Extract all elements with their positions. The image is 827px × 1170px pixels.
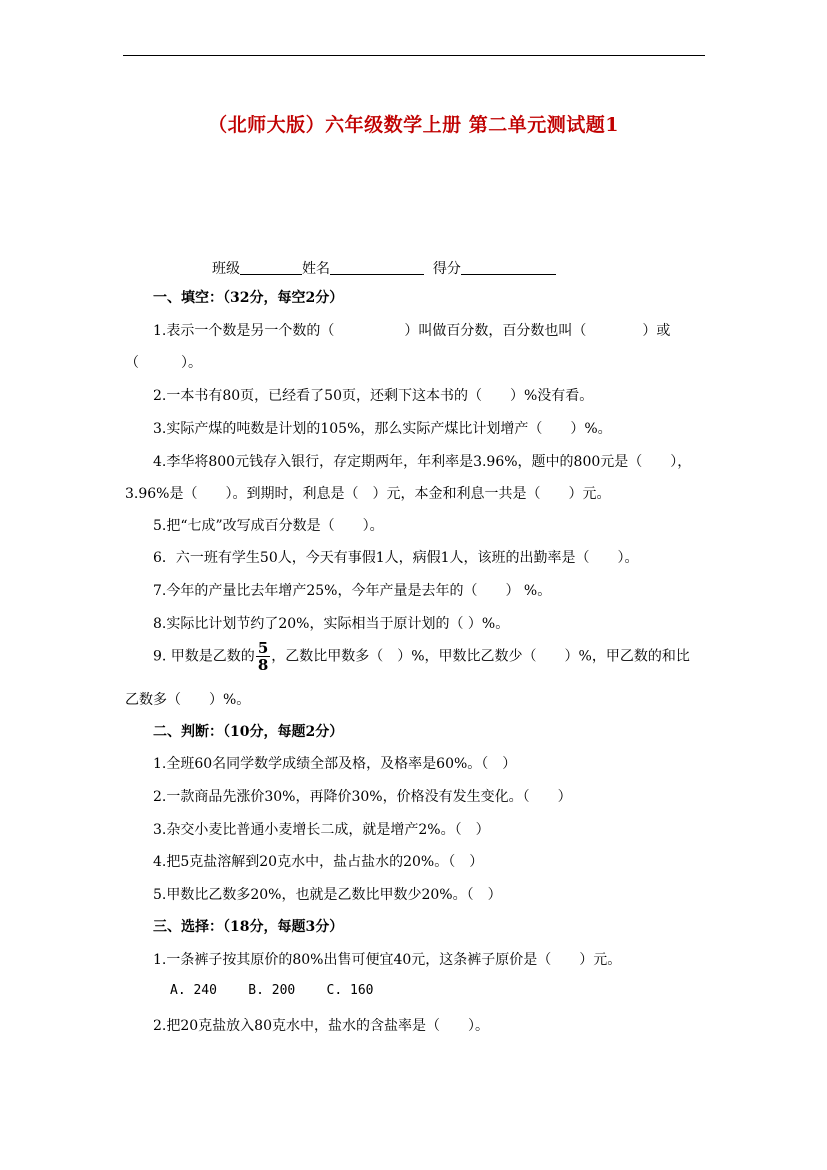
name-label: 姓名	[302, 261, 330, 277]
fill-q9-prefix: 9. 甲数是乙数的	[153, 648, 255, 665]
judge-q1: 1.全班60名同学数学成绩全部及格，及格率是60%。（ ）	[153, 756, 517, 772]
fill-q8: 8.实际比计划节约了20%，实际相当于原计划的（ ）%。	[153, 616, 510, 632]
fill-q1-line2: （ ）。	[125, 355, 202, 371]
fill-q9-line1	[153, 640, 690, 673]
section-choice-heading: 三、选择：（18分，每题3分）	[153, 919, 344, 935]
fill-q4-line2: 3.96%是（ ）。到期时，利息是（ ）元，本金和利息一共是（ ）元。	[125, 486, 611, 502]
header-rule	[123, 55, 705, 56]
fill-q1-line1: 1.表示一个数是另一个数的（ ）叫做百分数，百分数也叫（ ）或	[153, 323, 671, 339]
section-judge-heading: 二、判断：（10分，每题2分）	[153, 724, 344, 740]
fill-q7: 7.今年的产量比去年增产25%，今年产量是去年的（ ） %。	[153, 583, 552, 599]
student-info-line	[212, 258, 556, 278]
score-label: 得分	[432, 261, 461, 277]
fill-q9-suffix: ，乙数比甲数多（ ）%，甲数比乙数少（ ）%，甲乙数的和比	[271, 648, 690, 665]
name-blank	[330, 274, 424, 275]
section-fill-heading: 一、填空：（32分，每空2分）	[153, 290, 344, 306]
fraction-numerator: 5	[257, 639, 269, 657]
judge-q5: 5.甲数比乙数多20%，也就是乙数比甲数少20%。（ ）	[153, 887, 502, 903]
fraction-five-eighths	[256, 640, 270, 673]
fill-q4-line1: 4.李华将800元钱存入银行，存定期两年，年利率是3.96%，题中的800元是（ ），	[153, 454, 692, 470]
fill-q5: 5.把“七成”改写成百分数是（ ）。	[153, 518, 384, 534]
judge-q4: 4.把5克盐溶解到20克水中，盐占盐水的20%。（ ）	[153, 854, 484, 870]
fill-q6: 6．六一班有学生50人，今天有事假1人，病假1人，该班的出勤率是（ ）。	[153, 550, 639, 566]
judge-q3: 3.杂交小麦比普通小麦增长二成，就是增产2%。（ ）	[153, 822, 490, 838]
class-blank	[240, 274, 302, 275]
class-label: 班级	[212, 261, 240, 277]
choice-q1: 1.一条裤子按其原价的80%出售可便宜40元，这条裤子原价是（ ）元。	[153, 952, 622, 968]
score-blank	[461, 274, 556, 275]
fraction-denominator: 8	[257, 656, 269, 674]
fill-q2: 2.一本书有80页，已经看了50页，还剩下这本书的（ ）%没有看。	[153, 388, 594, 404]
choice-q2: 2.把20克盐放入80克水中，盐水的含盐率是（ ）。	[153, 1018, 489, 1034]
judge-q2: 2.一款商品先涨价30%，再降价30%，价格没有发生变化。（ ）	[153, 789, 572, 805]
choice-q1-options: A. 240 B. 200 C. 160	[170, 983, 374, 998]
fill-q9-line2: 乙数多（ ）%。	[125, 692, 251, 708]
fill-q3: 3.实际产煤的吨数是计划的105%，那么实际产煤比计划增产（ ）%。	[153, 421, 612, 437]
page-title: （北师大版）六年级数学上册 第二单元测试题1	[208, 114, 619, 136]
